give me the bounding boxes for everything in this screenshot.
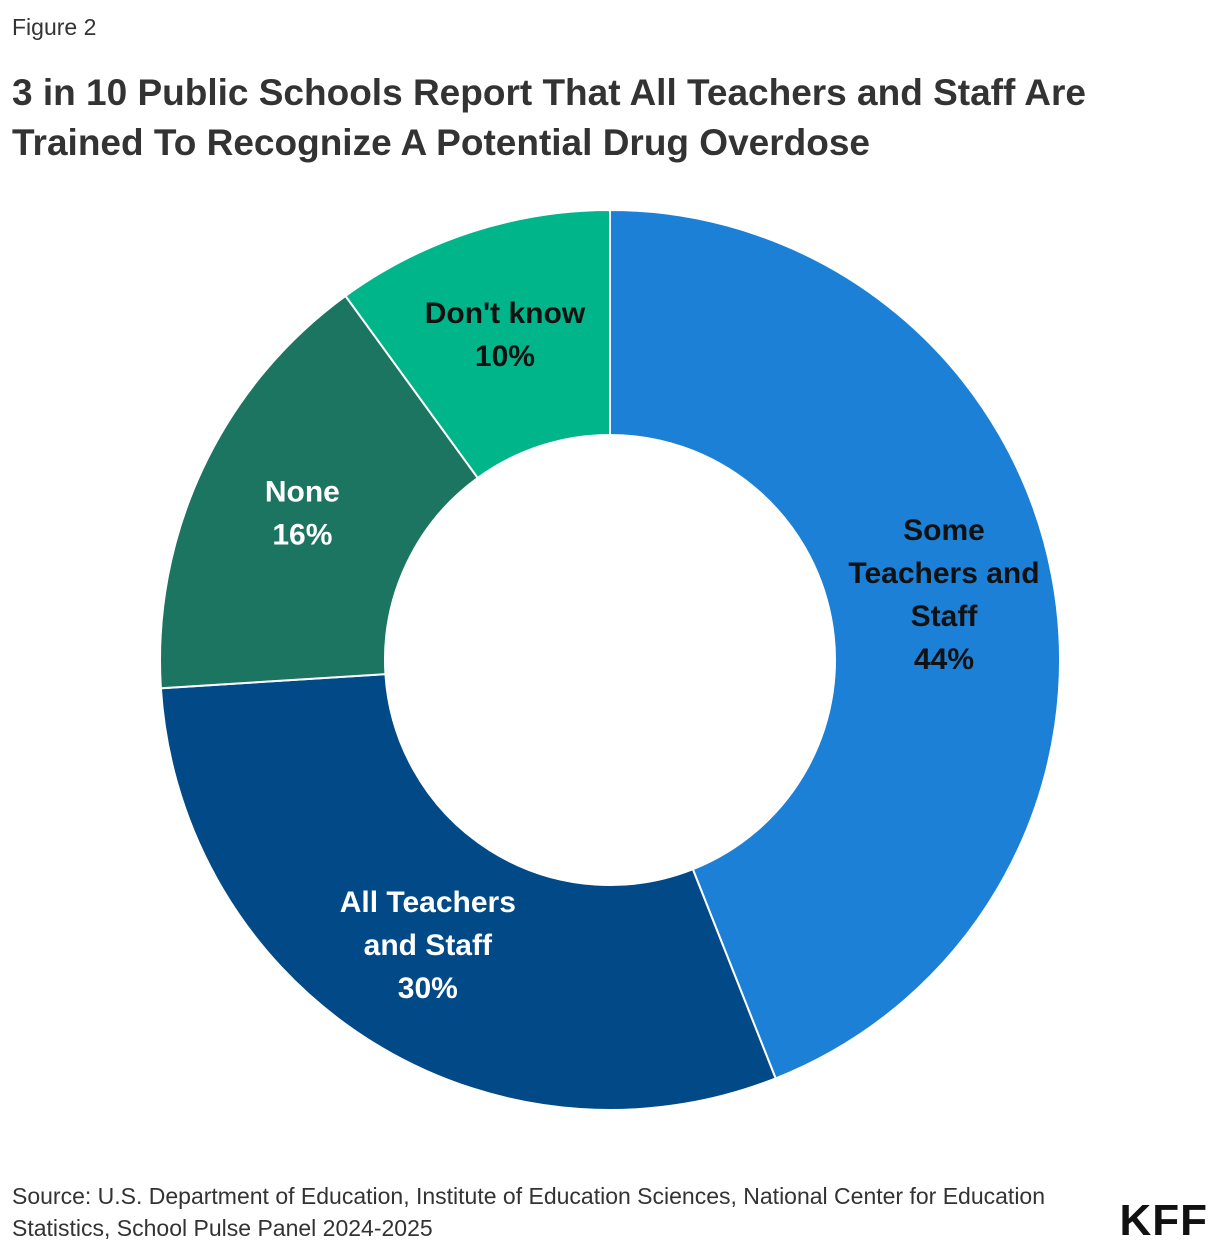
slice-category-label: Don't know xyxy=(424,297,586,331)
slice-value-label: 10% xyxy=(474,340,535,374)
figure-label: Figure 2 xyxy=(12,14,97,40)
kff-logo: KFF xyxy=(1119,1196,1208,1245)
slice-value-label: 30% xyxy=(397,971,458,1005)
slice-value-label: 44% xyxy=(913,642,975,676)
slice-category-label: and Staff xyxy=(363,928,492,962)
slice-category-label: Teachers and xyxy=(848,556,1040,590)
slice-category-label: All Teachers xyxy=(339,885,516,919)
slice-category-label: Staff xyxy=(910,599,978,633)
slice-value-label: 16% xyxy=(272,518,333,552)
slice-category-label: Some xyxy=(903,513,985,547)
source-note: Source: U.S. Department of Education, Institute of Education Sciences, National Center for Education Statistics, School Pulse Panel 2024-2025 xyxy=(12,1183,1046,1241)
chart-title: 3 in 10 Public Schools Report That All Teachers and Staff Are Trained To Recognize A Potential Drug Overdose xyxy=(12,72,1086,163)
slice-category-label: None xyxy=(264,475,340,509)
